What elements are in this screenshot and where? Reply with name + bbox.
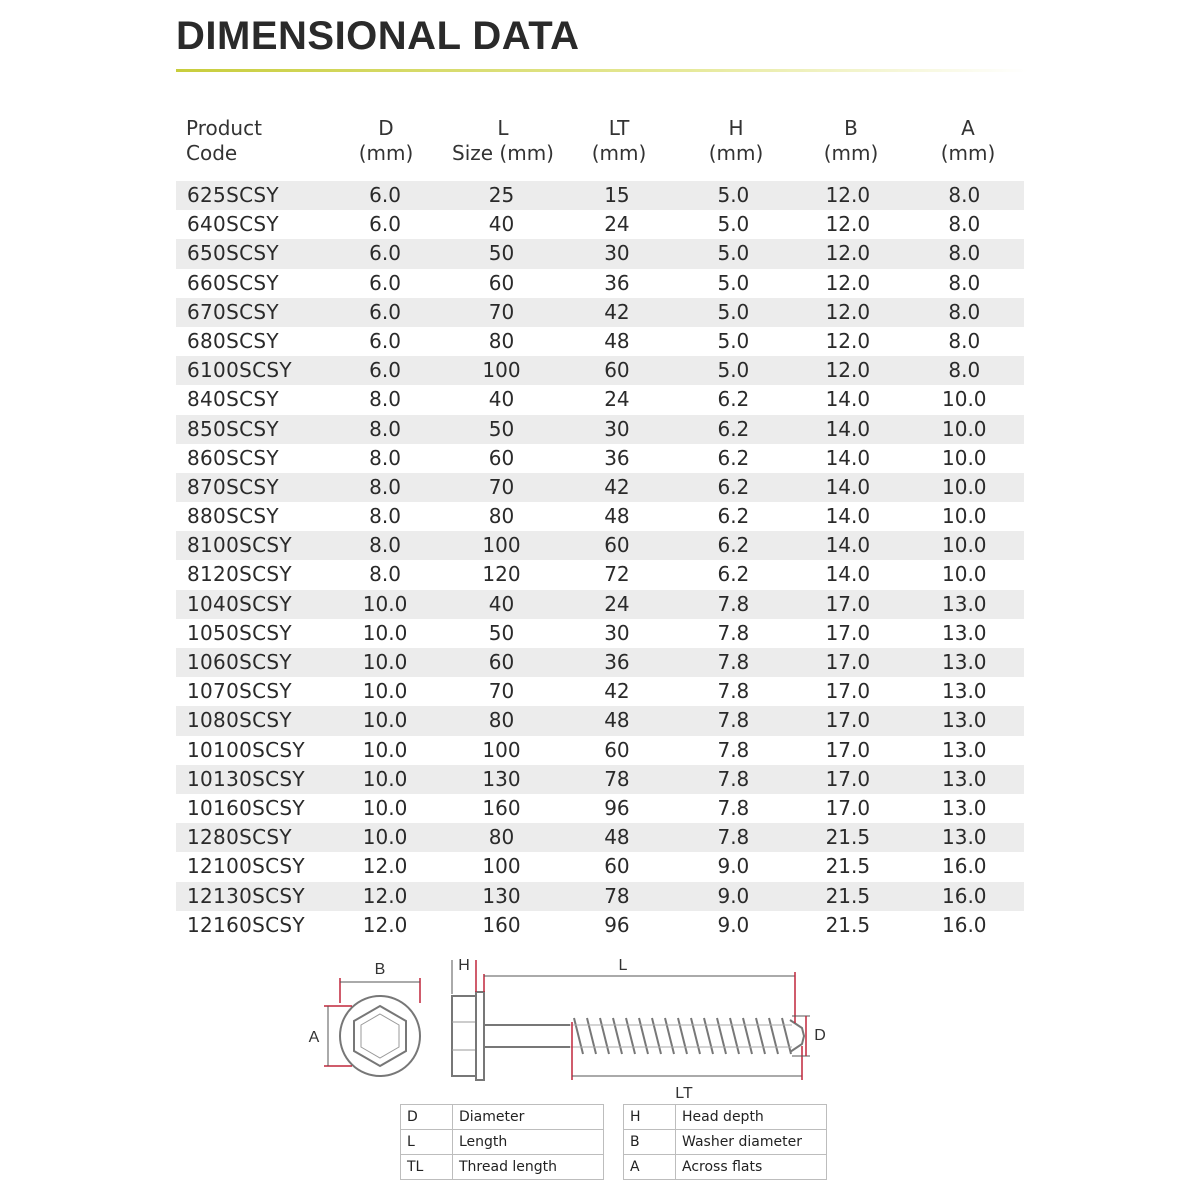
table-header: [176, 116, 1028, 172]
cell-lt-value: 30: [604, 241, 630, 266]
table-row: [176, 677, 1024, 706]
cell-d-value: 8.0: [369, 474, 401, 499]
cell-lt-value: 48: [604, 708, 630, 733]
table-row: [176, 415, 1024, 444]
cell-a-value: 8.0: [948, 183, 981, 207]
cell-product-code: 625SCSY: [187, 183, 279, 207]
cell-h-value: 5.0: [717, 241, 750, 266]
cell-product-code: 8120SCSY: [187, 562, 292, 587]
col-header-line1: D: [378, 116, 394, 140]
legend-symbol: L: [401, 1130, 453, 1155]
cell-h-value: 7.8: [717, 679, 750, 704]
cell-l-value: 40: [488, 212, 515, 237]
table-row: [176, 473, 1024, 502]
col-header-line1: A: [961, 116, 975, 140]
cell-h-value: 7.8: [717, 708, 750, 733]
thread-mark: [717, 1018, 726, 1054]
cell-a-value: 10.0: [942, 445, 987, 470]
cell-a-value: 8.0: [948, 358, 981, 383]
cell-l-value: 160: [482, 795, 521, 820]
thread-mark: [769, 1018, 778, 1054]
cell-l-value: 60: [488, 650, 515, 674]
cell-h-value: 6.2: [717, 562, 750, 587]
page-title: DIMENSIONAL DATA: [176, 14, 580, 58]
hex-outline: [354, 1006, 406, 1066]
cell-product-code: 10130SCSY: [187, 766, 305, 791]
cell-b-value: 12.0: [825, 270, 871, 295]
cell-d-value: 10.0: [362, 795, 408, 820]
cell-l-value: 70: [488, 299, 515, 324]
cell-l-value: 50: [488, 620, 515, 645]
cell-h-value: 9.0: [717, 883, 750, 908]
cell-h-value: 5.0: [717, 212, 750, 237]
legend-description: Across flats: [676, 1155, 827, 1180]
washer-circle: [340, 996, 420, 1076]
thread-mark: [665, 1018, 674, 1054]
legend-row: [624, 1155, 827, 1180]
cell-h-value: 5.0: [717, 358, 750, 383]
cell-l-value: 160: [482, 912, 521, 937]
cell-b-value: 17.0: [825, 620, 871, 645]
col-header-lt: [560, 116, 678, 172]
table-row: [176, 823, 1024, 852]
hex-inner: [361, 1014, 399, 1058]
cell-d-value: 12.0: [362, 854, 408, 879]
cell-lt-value: 78: [604, 766, 630, 791]
cell-d-value: 6.0: [369, 328, 401, 353]
cell-product-code: 10100SCSY: [187, 737, 305, 762]
cell-h-value: 5.0: [717, 183, 750, 207]
legend-row: [624, 1105, 827, 1130]
table-row: [176, 181, 1024, 210]
col-header-line1: H: [728, 116, 744, 140]
screw-diagram: [290, 948, 850, 1108]
cell-lt-value: 15: [604, 183, 630, 207]
cell-a-value: 13.0: [942, 650, 987, 674]
cell-d-value: 6.0: [369, 299, 401, 324]
cell-d-value: 10.0: [362, 708, 408, 733]
cell-b-value: 17.0: [825, 708, 871, 733]
cell-lt-value: 60: [604, 358, 630, 383]
cell-h-value: 7.8: [717, 737, 750, 762]
cell-l-value: 80: [488, 825, 515, 850]
cell-d-value: 10.0: [362, 620, 408, 645]
cell-l-value: 100: [482, 854, 521, 879]
cell-product-code: 1080SCSY: [187, 708, 292, 733]
cell-product-code: 860SCSY: [187, 445, 279, 470]
legend-symbol: TL: [401, 1155, 453, 1180]
cell-product-code: 1060SCSY: [187, 650, 292, 674]
cell-product-code: 680SCSY: [187, 328, 279, 353]
cell-a-value: 13.0: [942, 591, 987, 616]
table-row: [176, 385, 1024, 414]
legend-row: [624, 1130, 827, 1155]
cell-product-code: 12160SCSY: [187, 912, 305, 937]
legend-symbol: H: [624, 1105, 676, 1130]
cell-b-value: 12.0: [825, 212, 871, 237]
cell-h-value: 7.8: [717, 825, 750, 850]
cell-b-value: 17.0: [825, 795, 871, 820]
cell-a-value: 10.0: [942, 416, 987, 441]
cell-a-value: 16.0: [942, 883, 987, 908]
cell-product-code: 6100SCSY: [187, 358, 292, 383]
col-header-line2: (mm): [940, 141, 996, 165]
cell-d-value: 12.0: [362, 912, 408, 937]
cell-lt-value: 48: [604, 504, 630, 529]
thread-mark: [678, 1018, 687, 1054]
cell-product-code: 1280SCSY: [187, 825, 292, 850]
cell-h-value: 6.2: [717, 504, 750, 529]
cell-b-value: 21.5: [825, 912, 871, 937]
cell-h-value: 6.2: [717, 416, 750, 441]
cell-d-value: 6.0: [369, 270, 401, 295]
thread-mark: [600, 1018, 609, 1054]
cell-l-value: 100: [482, 358, 521, 383]
cell-l-value: 60: [488, 270, 515, 295]
cell-lt-value: 48: [604, 825, 630, 850]
cell-a-value: 10.0: [942, 504, 987, 529]
cell-a-value: 8.0: [948, 212, 981, 237]
label-a: A: [308, 1029, 320, 1046]
thread-mark: [574, 1018, 583, 1054]
legend-symbol: A: [624, 1155, 676, 1180]
cell-h-value: 6.2: [717, 533, 750, 558]
cell-product-code: 660SCSY: [187, 270, 279, 295]
cell-product-code: 12100SCSY: [187, 854, 305, 879]
cell-l-value: 60: [488, 445, 515, 470]
table-row: [176, 736, 1024, 765]
cell-product-code: 880SCSY: [187, 504, 279, 529]
cell-lt-value: 36: [604, 445, 630, 470]
table-row: [176, 560, 1024, 589]
cell-l-value: 80: [488, 504, 515, 529]
table-row: [176, 444, 1024, 473]
cell-l-value: 70: [488, 679, 515, 704]
cell-product-code: 12130SCSY: [187, 883, 305, 908]
cell-product-code: 640SCSY: [187, 212, 279, 237]
screw-side-view: [452, 960, 810, 1080]
cell-product-code: 8100SCSY: [187, 533, 292, 558]
cell-b-value: 12.0: [825, 328, 871, 353]
cell-l-value: 80: [488, 708, 515, 733]
cell-h-value: 6.2: [717, 445, 750, 470]
cell-b-value: 21.5: [825, 854, 871, 879]
cell-l-value: 130: [482, 883, 521, 908]
cell-d-value: 6.0: [369, 358, 401, 383]
cell-b-value: 17.0: [825, 650, 871, 674]
cell-a-value: 13.0: [942, 679, 987, 704]
label-b: B: [374, 961, 386, 978]
col-header-d: [326, 116, 446, 172]
cell-h-value: 6.2: [717, 387, 750, 412]
col-header-line1: LT: [608, 116, 630, 140]
cell-l-value: 50: [488, 241, 515, 266]
cell-d-value: 10.0: [362, 591, 408, 616]
cell-a-value: 16.0: [942, 854, 987, 879]
cell-a-value: 8.0: [948, 270, 981, 295]
cell-b-value: 21.5: [825, 825, 871, 850]
table-row: [176, 648, 1024, 677]
cell-d-value: 10.0: [362, 679, 408, 704]
cell-d-value: 10.0: [362, 766, 408, 791]
table-row: [176, 590, 1024, 619]
cell-lt-value: 30: [604, 416, 630, 441]
cell-l-value: 120: [482, 562, 521, 587]
cell-a-value: 8.0: [948, 241, 981, 266]
table-row: [176, 852, 1024, 881]
cell-h-value: 9.0: [717, 912, 750, 937]
cell-product-code: 10160SCSY: [187, 795, 305, 820]
col-header-h: [678, 116, 794, 172]
cell-h-value: 7.8: [717, 650, 750, 674]
cell-b-value: 14.0: [825, 416, 871, 441]
cell-product-code: 1050SCSY: [187, 620, 292, 645]
cell-product-code: 840SCSY: [187, 387, 279, 412]
legend-symbol: B: [624, 1130, 676, 1155]
cell-lt-value: 72: [604, 562, 630, 587]
cell-b-value: 14.0: [825, 504, 871, 529]
cell-b-value: 12.0: [825, 183, 871, 207]
col-header-line2: (mm): [823, 141, 879, 165]
cell-a-value: 8.0: [948, 328, 981, 353]
cell-h-value: 5.0: [717, 270, 750, 295]
cell-d-value: 10.0: [362, 825, 408, 850]
cell-b-value: 12.0: [825, 241, 871, 266]
cell-l-value: 100: [482, 737, 521, 762]
cell-lt-value: 36: [604, 270, 630, 295]
dimension-table-body: [176, 181, 1024, 940]
cell-lt-value: 24: [604, 591, 630, 616]
table-row: [176, 298, 1024, 327]
cell-lt-value: 48: [604, 328, 630, 353]
table-row: [176, 502, 1024, 531]
cell-lt-value: 42: [604, 474, 630, 499]
cell-lt-value: 60: [604, 854, 630, 879]
cell-product-code: 1070SCSY: [187, 679, 292, 704]
cell-d-value: 6.0: [369, 183, 401, 207]
legend-row: [401, 1105, 604, 1130]
thread-mark: [730, 1018, 739, 1054]
cell-a-value: 8.0: [948, 299, 981, 324]
table-row: [176, 239, 1024, 268]
thread-mark: [704, 1018, 713, 1054]
cell-h-value: 7.8: [717, 766, 750, 791]
cell-d-value: 10.0: [362, 650, 408, 674]
thread-section: [570, 1018, 792, 1054]
cell-h-value: 5.0: [717, 299, 750, 324]
cell-b-value: 14.0: [825, 474, 871, 499]
col-header-line2: Code: [186, 141, 238, 165]
cell-d-value: 8.0: [369, 562, 401, 587]
cell-d-value: 8.0: [369, 416, 401, 441]
cell-l-value: 100: [482, 533, 521, 558]
table-row: [176, 706, 1024, 735]
cell-lt-value: 96: [604, 912, 630, 937]
col-header-line2: Size (mm): [452, 141, 554, 165]
cell-a-value: 16.0: [942, 912, 987, 937]
thread-mark: [652, 1018, 661, 1054]
label-lt: LT: [675, 1085, 693, 1102]
table-row: [176, 765, 1024, 794]
cell-b-value: 17.0: [825, 766, 871, 791]
thread-mark: [756, 1018, 765, 1054]
cell-lt-value: 24: [604, 212, 630, 237]
label-l: L: [618, 957, 628, 974]
label-d: D: [814, 1027, 826, 1044]
cell-h-value: 7.8: [717, 620, 750, 645]
col-header-line1: Product: [186, 116, 262, 140]
thread-mark: [639, 1018, 648, 1054]
washer-side: [476, 992, 484, 1080]
cell-d-value: 6.0: [369, 241, 401, 266]
thread-mark: [743, 1018, 752, 1054]
table-row: [176, 882, 1024, 911]
cell-h-value: 9.0: [717, 854, 750, 879]
cell-lt-value: 60: [604, 533, 630, 558]
cell-a-value: 10.0: [942, 533, 987, 558]
cell-product-code: 850SCSY: [187, 416, 279, 441]
table-row: [176, 327, 1024, 356]
cell-a-value: 13.0: [942, 620, 987, 645]
legend-description: Head depth: [676, 1105, 827, 1130]
cell-d-value: 10.0: [362, 737, 408, 762]
cell-b-value: 14.0: [825, 562, 871, 587]
cell-lt-value: 42: [604, 679, 630, 704]
cell-l-value: 80: [488, 328, 515, 353]
cell-b-value: 12.0: [825, 358, 871, 383]
legend-table-left: [400, 1104, 604, 1180]
legend-row: [401, 1155, 604, 1180]
cell-h-value: 5.0: [717, 328, 750, 353]
legend-description: Diameter: [453, 1105, 604, 1130]
thread-mark: [626, 1018, 635, 1054]
cell-d-value: 8.0: [369, 504, 401, 529]
cell-lt-value: 78: [604, 883, 630, 908]
col-header-line1: B: [844, 116, 858, 140]
cell-d-value: 8.0: [369, 387, 401, 412]
col-header-line2: (mm): [708, 141, 764, 165]
cell-b-value: 12.0: [825, 299, 871, 324]
cell-product-code: 1040SCSY: [187, 591, 292, 616]
cell-b-value: 17.0: [825, 679, 871, 704]
cell-a-value: 13.0: [942, 766, 987, 791]
head-top-view: [324, 978, 420, 1076]
cell-a-value: 10.0: [942, 562, 987, 587]
cell-product-code: 870SCSY: [187, 474, 279, 499]
cell-a-value: 10.0: [942, 387, 987, 412]
legend-description: Length: [453, 1130, 604, 1155]
col-header-line1: L: [497, 116, 509, 140]
cell-b-value: 14.0: [825, 533, 871, 558]
cell-a-value: 13.0: [942, 708, 987, 733]
label-h: H: [458, 957, 470, 974]
cell-d-value: 8.0: [369, 445, 401, 470]
cell-product-code: 670SCSY: [187, 299, 279, 324]
cell-l-value: 130: [482, 766, 521, 791]
cell-l-value: 40: [488, 387, 515, 412]
cell-product-code: 650SCSY: [187, 241, 279, 266]
cell-a-value: 13.0: [942, 795, 987, 820]
cell-lt-value: 60: [604, 737, 630, 762]
legend-table-right: [623, 1104, 827, 1180]
cell-b-value: 17.0: [825, 737, 871, 762]
cell-b-value: 17.0: [825, 591, 871, 616]
thread-mark: [691, 1018, 700, 1054]
cell-b-value: 14.0: [825, 387, 871, 412]
col-header-a: [908, 116, 1028, 172]
cell-h-value: 7.8: [717, 795, 750, 820]
cell-d-value: 12.0: [362, 883, 408, 908]
thread-mark: [613, 1018, 622, 1054]
title-underline: [176, 69, 1028, 72]
table-row: [176, 356, 1024, 385]
col-header-line2: (mm): [591, 141, 647, 165]
cell-b-value: 21.5: [825, 883, 871, 908]
cell-a-value: 10.0: [942, 474, 987, 499]
legend-symbol: D: [401, 1105, 453, 1130]
cell-lt-value: 30: [604, 620, 630, 645]
table-row: [176, 911, 1024, 940]
cell-h-value: 6.2: [717, 474, 750, 499]
cell-a-value: 13.0: [942, 825, 987, 850]
table-row: [176, 794, 1024, 823]
col-header-l: [446, 116, 560, 172]
legend-description: Thread length: [453, 1155, 604, 1180]
cell-l-value: 50: [488, 416, 515, 441]
cell-lt-value: 96: [604, 795, 630, 820]
cell-a-value: 13.0: [942, 737, 987, 762]
cell-d-value: 8.0: [369, 533, 401, 558]
thread-mark: [782, 1018, 791, 1054]
screw-head-side: [452, 996, 476, 1076]
col-header-b: [794, 116, 908, 172]
cell-l-value: 25: [488, 183, 515, 207]
table-row: [176, 210, 1024, 239]
cell-h-value: 7.8: [717, 591, 750, 616]
col-header-product-code: [176, 116, 326, 172]
table-row: [176, 619, 1024, 648]
cell-lt-value: 42: [604, 299, 630, 324]
cell-b-value: 14.0: [825, 445, 871, 470]
cell-lt-value: 24: [604, 387, 630, 412]
cell-l-value: 70: [488, 474, 515, 499]
col-header-line2: (mm): [358, 141, 414, 165]
table-row: [176, 269, 1024, 298]
legend-description: Washer diameter: [676, 1130, 827, 1155]
cell-lt-value: 36: [604, 650, 630, 674]
thread-mark: [587, 1018, 596, 1054]
table-row: [176, 531, 1024, 560]
legend-row: [401, 1130, 604, 1155]
cell-l-value: 40: [488, 591, 515, 616]
cell-d-value: 6.0: [369, 212, 401, 237]
